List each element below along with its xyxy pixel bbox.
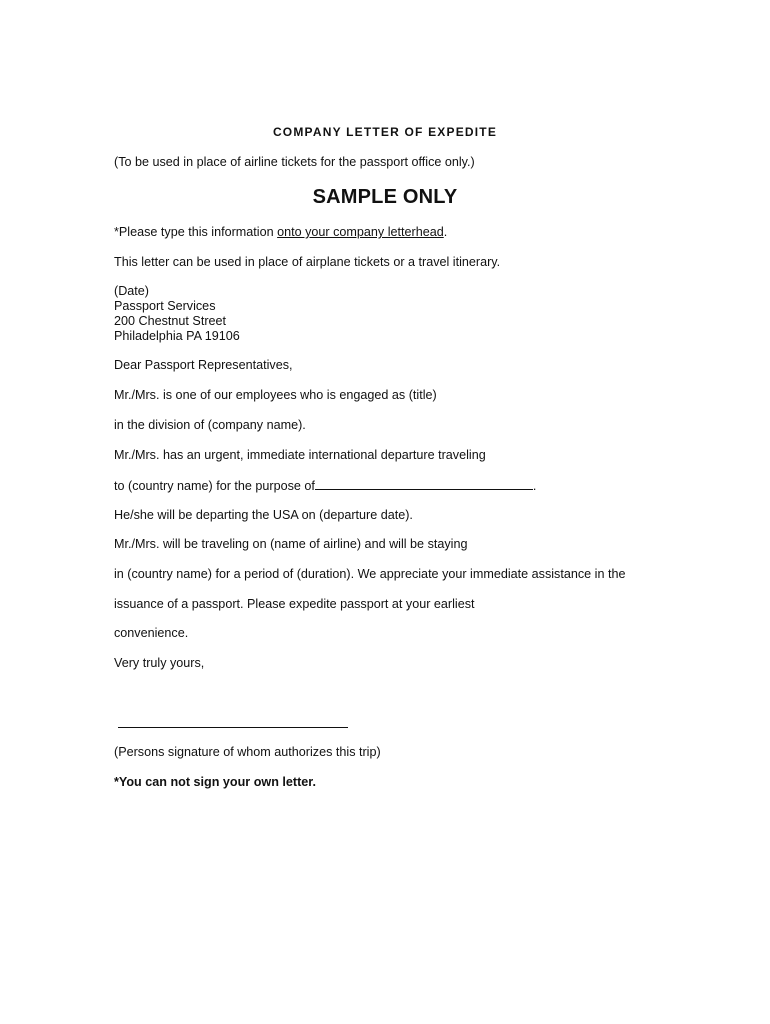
address-line-1: Passport Services (114, 299, 216, 313)
purpose-blank-line (315, 478, 533, 490)
body-paragraph-8: issuance of a passport. Please expedite passport at your earliest (114, 597, 475, 611)
purpose-prefix: to (country name) for the purpose of (114, 479, 315, 493)
instruction-prefix: *Please type this information (114, 225, 278, 239)
address-line-2: 200 Chestnut Street (114, 314, 227, 328)
sample-only-banner: SAMPLE ONLY (312, 186, 458, 208)
instruction-underlined: onto your company letterhead (277, 225, 444, 239)
body-paragraph-6: Mr./Mrs. will be traveling on (name of airline) and will be staying (114, 537, 468, 551)
body-paragraph-1: Mr./Mrs. is one of our employees who is engaged as (title) (114, 388, 437, 402)
subtitle: (To be used in place of airline tickets for the passport office only.) (114, 155, 475, 169)
body-paragraph-3: Mr./Mrs. has an urgent, immediate international departure traveling (114, 448, 486, 462)
body-paragraph-2: in the division of (company name). (114, 418, 306, 432)
body-paragraph-9: convenience. (114, 626, 189, 640)
purpose-suffix: . (532, 479, 537, 493)
letter-title: COMPANY LETTER OF EXPEDITE (272, 125, 498, 139)
instruction-suffix: . (443, 225, 448, 239)
usage-note: This letter can be used in place of airplane tickets or a travel itinerary. (114, 255, 501, 269)
signature-line (118, 727, 348, 728)
address-line-3: Philadelphia PA 19106 (114, 329, 240, 343)
instruction-line (114, 225, 447, 240)
body-paragraph-4 (114, 478, 536, 494)
body-paragraph-5: He/she will be departing the USA on (departure date). (114, 508, 413, 522)
closing: Very truly yours, (114, 656, 205, 670)
address-date: (Date) (114, 284, 149, 298)
body-paragraph-7: in (country name) for a period of (duration). We appreciate your immediate assistance in the (114, 567, 626, 581)
warning-note: *You can not sign your own letter. (114, 775, 316, 789)
signature-caption: (Persons signature of whom authorizes this trip) (114, 745, 381, 759)
salutation: Dear Passport Representatives, (114, 358, 293, 372)
